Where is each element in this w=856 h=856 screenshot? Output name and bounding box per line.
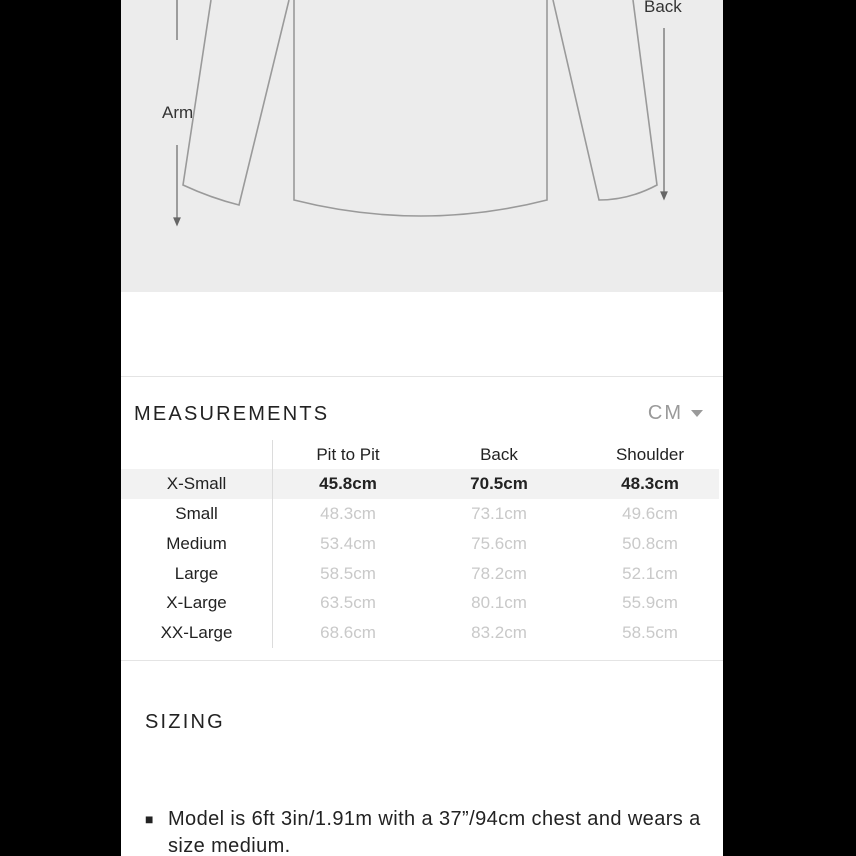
pit-to-pit-value: 48.3cm <box>320 504 376 523</box>
size-label: XX-Large <box>160 623 233 642</box>
size-guide-panel <box>121 0 723 856</box>
sizing-bullet-text: Model is 6ft 3in/1.91m with a 37”/94cm chest and wears a size medium. <box>168 808 701 856</box>
back-value: 80.1cm <box>471 593 527 612</box>
measurements-table-header <box>121 443 723 467</box>
size-label: Large <box>174 564 219 583</box>
table-row-xx-large[interactable] <box>121 618 719 648</box>
bullet-icon: ■ <box>145 811 154 827</box>
back-value: 75.6cm <box>471 534 527 553</box>
pit-to-pit-value: 68.6cm <box>320 623 376 642</box>
back-value: 83.2cm <box>471 623 527 642</box>
size-label: X-Small <box>166 474 227 493</box>
shoulder-value: 55.9cm <box>622 593 678 612</box>
size-label: X-Large <box>166 593 227 612</box>
back-label: Back <box>644 0 682 16</box>
sizing-heading: SIZING <box>145 711 225 733</box>
unit-value: CM <box>647 402 683 424</box>
table-row-x-large[interactable] <box>121 588 719 618</box>
shoulder-value: 58.5cm <box>622 623 678 642</box>
garment-diagram <box>121 0 723 292</box>
pit-to-pit-value: 63.5cm <box>320 593 376 612</box>
measurements-heading: MEASUREMENTS <box>134 403 330 425</box>
table-row-medium[interactable] <box>121 529 719 559</box>
arm-label: Arm <box>162 103 194 122</box>
pit-to-pit-value: 58.5cm <box>320 564 376 583</box>
column-divider <box>272 440 273 648</box>
shoulder-value: 52.1cm <box>622 564 678 583</box>
back-value: 70.5cm <box>470 474 528 493</box>
pit-to-pit-value: 53.4cm <box>320 534 376 553</box>
table-row-small[interactable] <box>121 499 719 529</box>
column-header-shoulder: Shoulder <box>615 445 685 464</box>
shoulder-value: 50.8cm <box>622 534 678 553</box>
table-row-x-small[interactable] <box>121 469 719 499</box>
section-divider <box>121 660 723 661</box>
pit-to-pit-value: 45.8cm <box>319 474 377 493</box>
shoulder-value: 49.6cm <box>622 504 678 523</box>
size-label: Small <box>175 504 218 523</box>
caret-down-icon <box>691 410 703 417</box>
column-header-pit-to-pit: Pit to Pit <box>316 445 380 464</box>
back-value: 73.1cm <box>471 504 527 523</box>
size-label: Medium <box>166 534 227 553</box>
shirt-outline-illustration <box>121 0 723 292</box>
back-measure-arrow <box>661 28 667 199</box>
shoulder-value: 48.3cm <box>621 474 679 493</box>
section-divider <box>121 376 723 377</box>
column-header-back: Back <box>480 445 518 464</box>
table-row-large[interactable] <box>121 559 719 589</box>
unit-dropdown[interactable] <box>648 402 703 425</box>
back-value: 78.2cm <box>471 564 527 583</box>
sizing-bullet <box>145 806 705 856</box>
